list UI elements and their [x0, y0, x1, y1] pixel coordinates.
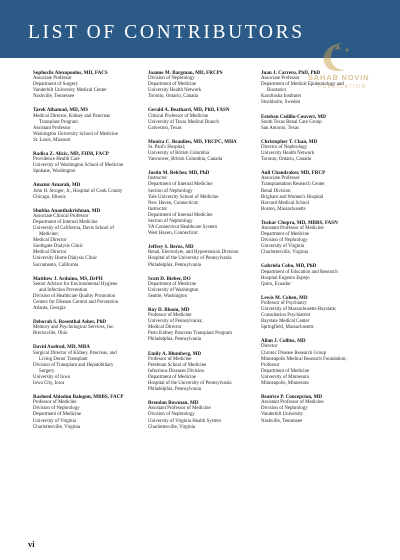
contributor-affiliation-line: University of Washington — [148, 287, 199, 293]
contributor-name: Scott D. Bieber, DO — [148, 275, 191, 282]
contributor-affiliation-line: Medical Director — [33, 238, 67, 244]
contributor-name: Deborah S. Rosenthal Asher, PhD — [33, 319, 107, 326]
contributor-affiliation-line: Brigham and Women's Hospital — [261, 194, 324, 200]
contributor-affiliation-line: Springfield, Massachusetts — [261, 325, 314, 331]
contributor-affiliation-line: Department of Medicine — [261, 368, 310, 374]
contributor-entry — [33, 182, 153, 200]
contributor-name: Radica Z. Alicic, MD, FHM, FACP — [33, 151, 109, 158]
contributor-name: Joanne M. Bargman, MD, FRCPS — [148, 70, 223, 76]
contributor-affiliation-line: Department of Internal Medicine — [33, 219, 98, 225]
contributor-name: Brendan Bowman, MD — [148, 400, 199, 407]
contributor-name: Emily A. Blumberg, MD — [148, 350, 202, 357]
contributor-affiliation-line: Iowa City, Iowa — [33, 381, 65, 387]
contributor-entry — [33, 319, 153, 337]
contributor-name: Beatrice P. Concepcion, MD — [261, 394, 323, 401]
contributor-affiliation-line: Vanderbilt University Medical Center — [33, 88, 107, 94]
contributor-affiliation-line: Karolinska Institutet — [261, 94, 302, 100]
contributor-affiliation-line: Charlottesville, Virginia — [33, 424, 81, 430]
contributor-affiliation-line: Renal Division — [261, 188, 291, 194]
contributor-affiliation-line: University of Minnesota — [261, 374, 309, 380]
contributor-affiliation-line: Sacramento, California — [33, 262, 79, 268]
contributor-affiliation-line: Department of Medicine — [148, 82, 197, 88]
contributor-affiliation-line: St. Paul's Hospital; — [148, 144, 186, 150]
contributor-affiliation-line: Associate Clinical Professor — [33, 213, 89, 219]
contributor-affiliation-line: University of Virginia — [261, 244, 304, 250]
contributor-affiliation-line: Minneapolis, Minnesota — [261, 381, 309, 387]
contributor-affiliation-line: University of Virginia Health System — [148, 418, 221, 424]
contributor-entry — [261, 139, 381, 163]
contributor-affiliation-line: Surgical Director of Kidney, Pancreas, and — [33, 350, 117, 356]
contributor-affiliation-line: Division of Nephrology — [148, 76, 195, 82]
contributor-affiliation-line: John H. Stroger, Jr., Hospital of Cook County — [33, 188, 123, 194]
contributor-affiliation-line: Section of Nephrology — [148, 188, 193, 194]
contributor-affiliation-line: Division of Nephrology — [148, 412, 195, 418]
contributor-affiliation-line: Hospital Eugenio Espejo — [261, 275, 310, 281]
contributor-name: Gerald A. Beathard, MD, PhD, FASN — [148, 107, 230, 114]
contributor-affiliation-line: Living Donor Transplant — [39, 356, 88, 362]
contributor-affiliation-line: Vancouver, British Columbia, Canada — [148, 157, 223, 163]
contributor-affiliation-line: Galveston, Texas — [148, 125, 182, 131]
contributor-name: Lewis M. Cohen, MD — [261, 294, 308, 301]
contributor-affiliation-line: Department of Surgery — [33, 82, 78, 88]
contributor-name: Rasheed Abiodun Balogun, MBBS, FACP — [33, 394, 124, 401]
contributor-affiliation-line: Department of Medicine — [261, 232, 310, 238]
contributor-affiliation-line: Consultation Psychiatrist — [261, 313, 311, 319]
contributor-affiliation-line: Medical Director — [148, 325, 182, 331]
contributor-name: Matthew J. Arduino, MS, DrPH — [33, 275, 103, 282]
contributor-affiliation-line: Centers for Disease Control and Prevention — [33, 300, 119, 305]
contributor-affiliation-line: Associate Professor — [261, 76, 300, 82]
contributor-affiliation-line: Seattle, Washington — [148, 293, 187, 299]
contributor-affiliation-line: Washington University School of Medicine — [33, 131, 118, 137]
contributor-affiliation-line: Division of Nephrology — [261, 406, 308, 412]
contributor-entry — [261, 394, 381, 424]
contributor-affiliation-line: Department of Medicine — [33, 412, 82, 418]
contributor-affiliation-line: University Health Network — [148, 88, 202, 94]
contributor-affiliation-line: Southgate Dialysis Clinic — [33, 244, 83, 250]
contributor-affiliation-line: Clinical Professor of Medicine — [148, 113, 209, 119]
contributor-affiliation-line: Perelman School of Medicine — [148, 362, 207, 368]
crescent-logo-icon — [314, 40, 360, 74]
contributor-name: Christopher T. Chan, MD — [261, 138, 318, 145]
contributor-affiliation-line: University of Massachusetts-Baystate; — [261, 307, 337, 312]
contributor-affiliation-line: University of Virginia — [33, 418, 76, 424]
contributor-affiliation-line: Toronto, Ontario, Canada — [148, 94, 198, 100]
contributor-affiliation-line: Brecksville, Ohio — [33, 331, 68, 337]
contributor-affiliation-line: Professor of Medicine — [33, 400, 77, 406]
contributor-affiliation-line: Assistant Professor of Medicine — [261, 400, 324, 406]
contributor-affiliation-line: Memory and Psychological Services, Inc. — [33, 325, 115, 331]
contributor-affiliation-line: University of British Columbia — [148, 151, 209, 157]
contributor-affiliation-line: Associate Professor — [261, 176, 300, 182]
contributor-affiliation-line: Division of Nephrology — [33, 406, 80, 412]
contributor-affiliation-line: Yale University School of Medicine — [148, 194, 219, 200]
contributor-affiliation-line: Medical Director, Kidney and Pancreas — [33, 113, 111, 119]
page-title: LIST OF CONTRIBUTORS — [28, 22, 305, 43]
contributor-name: Allan J. Collins, MD — [261, 338, 306, 345]
contributor-entry — [148, 107, 268, 131]
contributor-name: Roy D. Bloom, MD — [148, 307, 190, 313]
contributor-entry — [148, 351, 268, 394]
contributor-entry — [261, 114, 381, 132]
contributor-affiliation-line: Penn Kidney Pancreas Transplant Program — [148, 331, 232, 337]
contributor-affiliation-line: Assistant Professor of Medicine — [261, 225, 324, 231]
contributor-name: Monica C. Beaulieu, MD, FRCPC, MHA — [148, 138, 237, 145]
contributor-affiliation-line: Medical Director — [33, 250, 67, 256]
contributor-affiliation-line: Hospital of the University of Pennsylvania — [148, 256, 232, 262]
contributor-affiliation-line: University of Pennsylvania; — [148, 319, 203, 325]
contributor-affiliation-line: Harvard Medical School — [261, 200, 310, 206]
watermark-name: SAHAB NOVIN — [308, 73, 370, 82]
contributor-name: Gabriela Cobo, MD, PhD — [261, 263, 317, 270]
contributor-entry — [148, 244, 268, 268]
contributor-affiliation-line: and Infection Prevention — [39, 287, 88, 293]
contributor-affiliation-line: VA Connecticut Healthcare System — [148, 225, 218, 231]
contributor-affiliation-line: Hospital of the University of Pennsylvania — [148, 381, 232, 387]
contributor-name: Jeffrey S. Berns, MD — [148, 244, 194, 251]
contributor-entry — [261, 70, 381, 107]
contributor-affiliation-line: Renal, Electrolyte, and Hypertension Division — [148, 250, 239, 256]
contributor-affiliation-line: Professor of Medicine — [148, 313, 192, 319]
contributor-affiliation-line: Stockholm, Sweden — [261, 100, 301, 106]
contributor-affiliation-line: Providence Health Care — [33, 157, 80, 163]
contributor-affiliation-line: University of Washington School of Medicine — [33, 163, 124, 169]
contributor-affiliation-line: Philadelphia, Pennsylvania — [148, 262, 201, 268]
contributor-affiliation-line: Assistant Professor — [33, 125, 71, 131]
contributor-entry — [33, 276, 153, 313]
contributor-affiliation-line: Department of Medicine — [148, 281, 197, 287]
contributor-affiliation-line: Professor of Psychiatry — [261, 300, 307, 306]
contributor-name: Amatur Amarah, MD — [33, 182, 81, 189]
contributor-affiliation-line: Department of Medicine — [148, 374, 197, 380]
watermark-tagline: PUBLICATION — [318, 84, 367, 90]
contributor-name: Shubha Ananthakrishnan, MD — [33, 207, 101, 214]
contributors-column-1 — [33, 70, 153, 431]
contributor-name: David Axelrod, MD, MBA — [33, 344, 90, 351]
contributor-entry — [261, 295, 381, 332]
contributor-affiliation-line: Department of Medical Epidemiology and — [261, 82, 344, 88]
contributor-affiliation-line: University of California, Davis School of — [33, 225, 114, 231]
contributor-entry — [33, 107, 153, 144]
contributor-affiliation-line: Toronto, Ontario, Canada — [261, 157, 311, 163]
contributor-affiliation-line: Director of Nephrology — [261, 144, 308, 150]
contributor-entry — [148, 400, 268, 430]
contributor-affiliation-line: University Health Network — [261, 151, 315, 157]
contributor-affiliation-line: Chronic Disease Research Group — [261, 350, 327, 356]
contributor-name: Sophoclis Alexopoulos, MD, FACS — [33, 70, 108, 76]
contributor-affiliation-line: Biostatics — [267, 88, 287, 94]
contributor-affiliation-line: Nashville, Tennessee — [261, 418, 303, 424]
contributor-affiliation-line: Atlanta, Georgia — [33, 306, 66, 312]
contributors-list — [0, 70, 400, 540]
contributor-name: Anil Chandraker, MD, FRCP — [261, 170, 326, 177]
contributor-affiliation-line: New Haven, Connecticut; — [148, 200, 199, 206]
contributor-affiliation-line: Instructor — [148, 176, 168, 182]
contributor-affiliation-line: Division of Healthcare Quality Promotion — [33, 293, 116, 299]
contributor-entry — [33, 344, 153, 387]
contributor-name: Tushar Chopra, MD, MBBS, FASN — [261, 219, 338, 226]
contributors-column-3 — [261, 70, 381, 425]
contributor-affiliation-line: Minneapolis Medical Research Foundation; — [261, 356, 347, 362]
contributor-entry — [148, 307, 268, 344]
contributor-entry — [148, 276, 268, 300]
contributor-name: Juan J. Carrero, PhD, PhD — [261, 70, 321, 76]
contributor-affiliation-line: University of Iowa — [33, 374, 70, 380]
contributor-affiliation-line: Charlottesville, Virginia — [148, 424, 196, 430]
contributor-affiliation-line: Medicine; — [39, 232, 59, 238]
contributor-affiliation-line: University Home Dialysis Clinic — [33, 256, 98, 262]
contributor-entry — [261, 170, 381, 213]
contributor-affiliation-line: West Haven, Connecticut — [148, 231, 198, 237]
contributor-entry — [148, 139, 268, 163]
contributor-entry — [148, 70, 268, 100]
contributor-name: Tarek Alhamad, MD, MS — [33, 107, 89, 114]
contributor-affiliation-line: Nashville, Tennessee — [33, 94, 75, 100]
contributor-affiliation-line: Philadelphia, Pennsylvania — [148, 337, 201, 343]
contributor-affiliation-line: Director — [261, 344, 278, 350]
contributor-affiliation-line: Boston, Massachusetts — [261, 206, 306, 212]
contributor-affiliation-line: Infectious Diseases Division — [148, 368, 204, 374]
contributors-column-2 — [148, 70, 268, 431]
contributor-affiliation-line: Chicago, Illinois — [33, 194, 66, 200]
contributor-entry — [148, 170, 268, 237]
contributor-affiliation-line: St. Louis, Missouri — [33, 137, 71, 143]
contributor-affiliation-line: Professor — [261, 362, 280, 368]
contributor-affiliation-line: Department of Internal Medicine — [148, 212, 213, 218]
contributor-affiliation-line: Spokane, Washington — [33, 169, 76, 175]
contributor-affiliation-line: Professor of Medicine — [148, 356, 192, 362]
contributor-affiliation-line: Division of Nephrology — [261, 238, 308, 244]
contributor-affiliation-line: Assistant Professor of Medicine — [148, 406, 211, 412]
contributor-entry — [261, 338, 381, 387]
contributor-affiliation-line: University of Texas Medical Branch — [148, 119, 220, 125]
contributor-entry — [261, 220, 381, 257]
contributor-affiliation-line: Department of Education and Research — [261, 269, 338, 275]
contributor-affiliation-line: Surgery — [39, 368, 55, 374]
contributor-entry — [33, 151, 153, 175]
contributor-affiliation-line: Section of Nephrology — [148, 218, 193, 224]
contributor-affiliation-line: Instructor — [148, 206, 168, 212]
contributor-affiliation-line: Quito, Ecuador — [261, 281, 291, 287]
contributor-affiliation-line: Vanderbilt University — [261, 412, 304, 418]
contributor-entry — [261, 263, 381, 287]
contributor-entry — [33, 70, 153, 100]
contributor-affiliation-line: Transplantation Research Center — [261, 182, 325, 188]
contributor-affiliation-line: Division of Transplant and Hepatobiliary — [33, 362, 114, 368]
contributor-affiliation-line: San Antonio, Texas — [261, 125, 300, 131]
contributor-affiliation-line: Senior Advisor for Environmental Hygiene — [33, 281, 118, 287]
contributor-affiliation-line: Associate Professor — [33, 76, 72, 82]
contributor-affiliation-line: Philadelphia, Pennsylvania — [148, 387, 201, 393]
contributor-name: Esteban Cedillo-Couvert, MD — [261, 113, 326, 120]
contributor-entry — [33, 208, 153, 269]
contributor-entry — [33, 394, 153, 431]
contributor-affiliation-line: Charlottesville, Virginia — [261, 250, 309, 256]
contributor-affiliation-line: South Texas Renal Care Group — [261, 119, 322, 125]
contributor-affiliation-line: Department of Internal Medicine — [148, 182, 213, 188]
contributor-affiliation-line: Transplant Program — [39, 119, 78, 125]
contributor-name: Justin M. Belcher, MD, PhD — [148, 170, 210, 177]
page-number: vi — [28, 539, 35, 549]
contributor-affiliation-line: Baystate Medical Center — [261, 319, 310, 325]
